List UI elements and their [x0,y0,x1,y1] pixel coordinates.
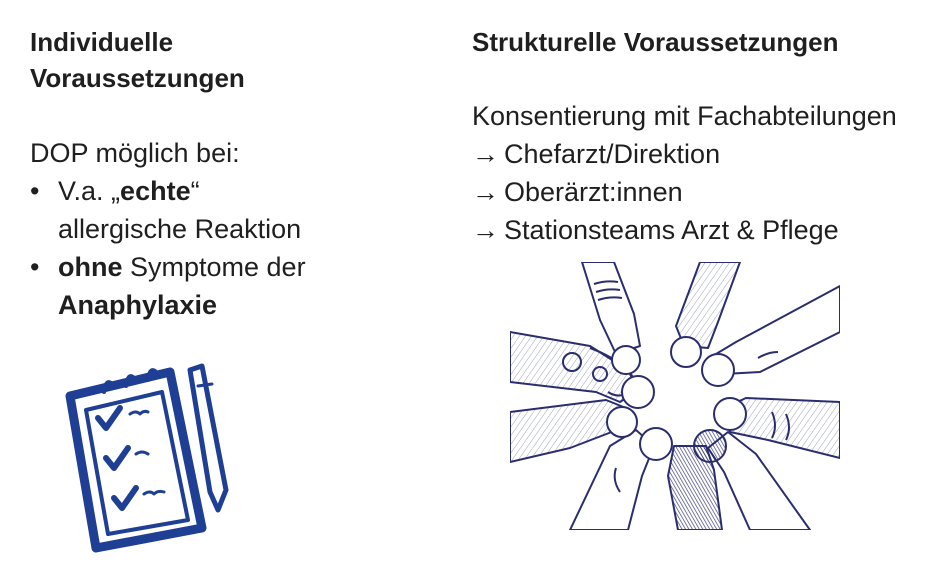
right-arrow-list [472,135,839,249]
arrow-right-icon: → [472,215,499,245]
clipboard-checklist-icon [52,360,232,555]
left-heading [30,24,245,96]
bullet-icon: • [30,176,40,206]
item-chefarzt: Chefarzt/Direktion [504,139,721,169]
bullet1-post: “ [190,176,200,206]
left-heading-line1: Individuelle [30,27,174,57]
list-item [472,135,839,173]
teamwork-fists-illustration [510,262,840,530]
left-bullet-list [30,172,306,324]
left-intro: DOP möglich bei: [30,138,240,168]
left-heading-line2: Voraussetzungen [30,63,245,93]
list-item [30,172,306,248]
item-oberaerzte: Oberärzt:innen [504,177,683,207]
arrow-right-icon: → [472,177,499,207]
right-intro: Konsentierung mit Fachabteilungen [472,101,897,131]
list-item [472,211,839,249]
bullet1-bold: echte [120,176,191,206]
bullet2-line2: Anaphylaxie [58,290,218,320]
list-item [472,173,839,211]
bullet-icon: • [30,252,40,282]
bullet2-post: Symptome der [122,252,306,282]
right-heading: Strukturelle Voraussetzungen [472,27,839,57]
bullet1-pre: V.a. „ [58,176,121,206]
bullet1-line2: allergische Reaktion [58,214,302,244]
item-stationsteams: Stationsteams Arzt & Pflege [504,215,839,245]
arrow-right-icon: → [472,139,499,169]
bullet2-bold: ohne [58,252,123,282]
list-item [30,248,306,324]
